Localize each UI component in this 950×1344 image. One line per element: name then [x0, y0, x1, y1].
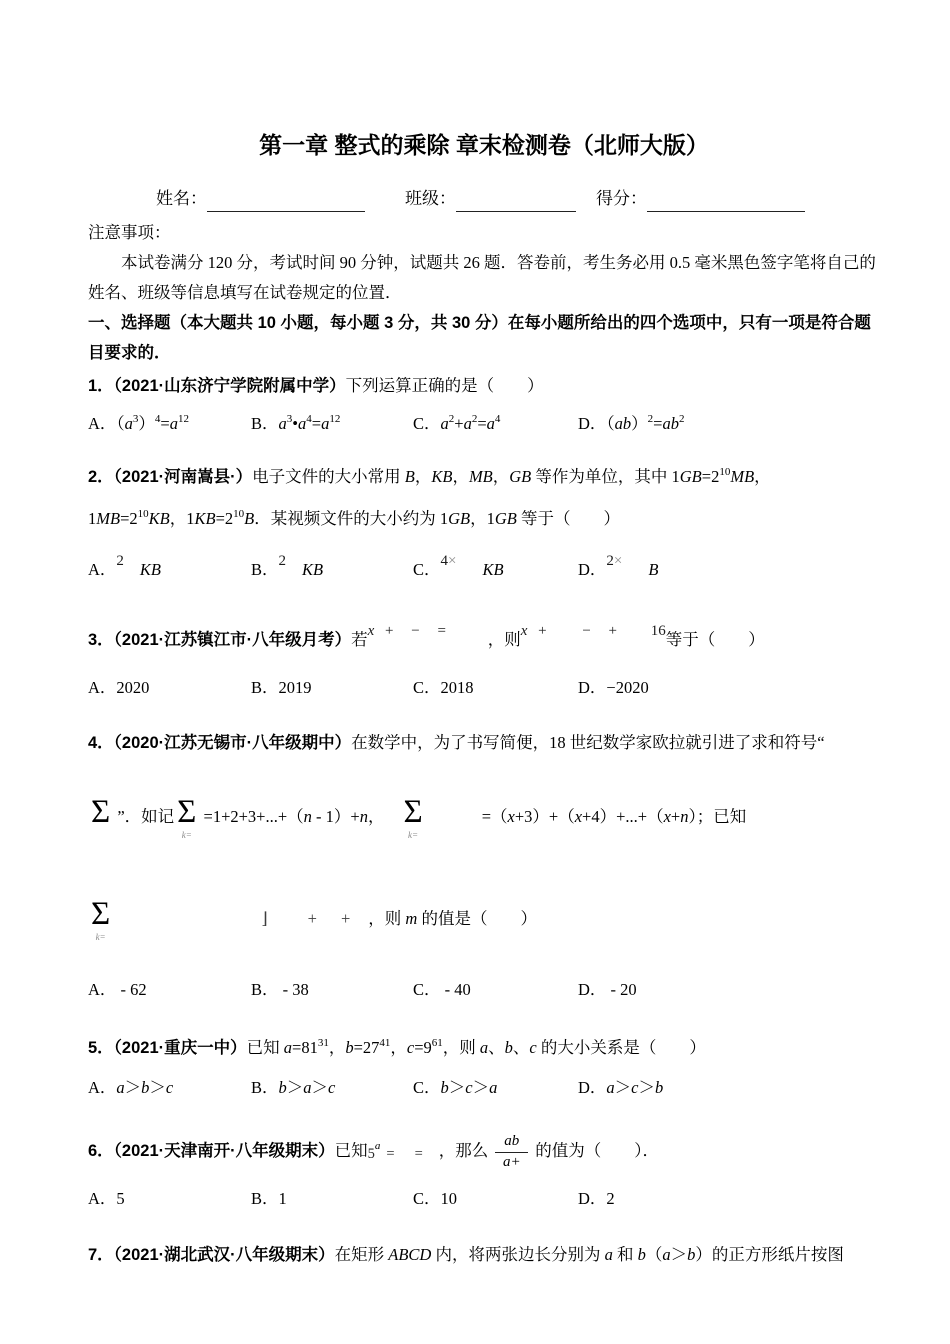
sigma-subscript: k= [181, 830, 192, 841]
options-row [88, 1185, 880, 1213]
text-segment: KB [431, 467, 453, 486]
option [578, 1185, 880, 1213]
text-segment: C． [413, 414, 441, 433]
text-segment: B．2019 [251, 678, 312, 697]
text-segment: 3 [286, 413, 293, 425]
text-segment: D．（ [578, 414, 615, 433]
option [578, 976, 880, 1004]
question [88, 457, 880, 588]
fraction-denominator: a+ [502, 1153, 521, 1170]
text-segment: c [465, 1078, 473, 1097]
question-line [88, 371, 880, 401]
sigma-glyph: Σ [91, 794, 111, 831]
text-segment: =27 [353, 1038, 380, 1057]
notice-heading: 注意事项： [88, 223, 171, 242]
score-label: 得分： [596, 189, 647, 208]
text-segment: ）；已知 [688, 807, 747, 826]
text-segment: ，1 [169, 509, 195, 528]
text-segment: + [454, 414, 464, 433]
text-segment: c [631, 1078, 639, 1097]
text-segment: 、 [512, 1038, 530, 1057]
notice-paragraph: 本试卷满分 120 分，考试时间 90 分钟，试题共 26 题．答卷前，考生务必用 0.5 毫米黑色签字笔将自己的姓名、班级等信息填写在试卷规定的位置． [88, 253, 876, 302]
text-segment: KB [302, 560, 324, 579]
text-segment: =2 [120, 509, 138, 528]
text-segment: 5 [367, 1146, 375, 1162]
text-segment: = [653, 414, 663, 433]
options-row [88, 410, 880, 440]
text-segment: B． - 38 [251, 980, 309, 999]
option [251, 1185, 413, 1213]
text-segment: 10 [233, 508, 245, 520]
text-segment: 等于（ ） [516, 509, 620, 528]
text-segment: A． - 62 [88, 980, 147, 999]
text-segment: ＞ [149, 1078, 166, 1097]
text-segment: + [340, 909, 351, 928]
sigma-glyph: Σ [91, 896, 111, 933]
text-segment: ⌋ [261, 909, 268, 928]
name-row [156, 186, 880, 212]
sigma-subscript [99, 831, 101, 840]
text-segment: ， [390, 1038, 407, 1057]
question-line [88, 457, 880, 499]
text-segment: D． [578, 560, 607, 579]
question-number-and-source: 5．（2021·重庆一中） [88, 1039, 247, 1057]
text-segment: b [278, 1078, 287, 1097]
text-segment: a [169, 414, 178, 433]
text-segment: A． [88, 560, 117, 579]
page-title: 第一章 整式的乘除 章末检测卷（北师大版） [259, 132, 709, 158]
option [251, 976, 413, 1004]
text-segment: C．2018 [413, 678, 474, 697]
text-segment: 4 [154, 413, 161, 425]
text-segment: + [527, 623, 565, 639]
class-blank-line [456, 191, 576, 212]
text-segment: A．5 [88, 1189, 125, 1208]
text-segment: ，则 [368, 909, 406, 928]
text-segment: + [307, 909, 317, 928]
text-segment: 4 [494, 413, 501, 425]
text-segment: ， [492, 467, 510, 486]
fraction-numerator: ab [495, 1132, 528, 1153]
text-segment: ＞ [311, 1078, 329, 1097]
text-segment: ＞ [614, 1078, 632, 1097]
text-segment: ”．如记 [113, 807, 175, 826]
text-segment: c [406, 1038, 415, 1057]
option [251, 410, 413, 440]
text-segment: ，则 [442, 1038, 480, 1057]
text-segment: A．2020 [88, 678, 150, 697]
text-segment: + [670, 807, 681, 826]
name-label: 姓名： [156, 189, 207, 208]
text-segment: KB [139, 560, 162, 579]
text-segment: ab [662, 414, 679, 433]
sigma-symbol [91, 796, 110, 840]
text-segment: 、 [488, 1038, 505, 1057]
text-segment: n [680, 807, 689, 826]
text-segment: = [160, 414, 170, 433]
text-segment: ＞ [472, 1078, 490, 1097]
fraction [495, 1132, 528, 1172]
text-segment: n [303, 807, 312, 826]
options-row [88, 976, 880, 1004]
option [413, 410, 578, 440]
text-segment: a [662, 1245, 671, 1264]
text-segment: a [606, 1078, 615, 1097]
text-segment: = [477, 414, 487, 433]
text-segment: C．10 [413, 1189, 458, 1208]
text-segment: 2 [606, 553, 614, 569]
text-segment: D． [578, 1078, 607, 1097]
text-segment: 4 [306, 413, 312, 425]
option [413, 1185, 578, 1213]
option [88, 1185, 251, 1213]
text-segment: B [244, 509, 255, 528]
text-segment: - 1）+ [311, 807, 360, 826]
text-segment: x [574, 807, 583, 826]
text-segment: b [637, 1245, 646, 1264]
text-segment: b [655, 1078, 664, 1097]
text-segment: ＞ [286, 1078, 304, 1097]
text-segment: KB [148, 509, 170, 528]
text-segment: b [504, 1038, 513, 1057]
text-segment: ）的正方形纸片按图 [695, 1245, 844, 1264]
option [413, 976, 578, 1004]
text-segment: 12 [329, 413, 341, 425]
text-segment: 2 [678, 413, 685, 425]
text-segment: B． [251, 414, 279, 433]
text-segment: 2 [116, 553, 124, 569]
text-segment: ，1 [470, 509, 495, 528]
text-segment: 1 [88, 509, 97, 528]
question-line [88, 1033, 880, 1065]
text-segment: a [463, 414, 472, 433]
text-segment: 等于（ ） [665, 630, 765, 649]
text-segment: a [303, 1078, 312, 1097]
text-segment: B [648, 560, 659, 579]
text-segment: a [440, 414, 449, 433]
sigma-symbol [91, 898, 110, 942]
option [251, 1074, 413, 1102]
text-segment: 3 [132, 413, 139, 425]
text-segment: +4）+...+（ [582, 807, 664, 826]
name-blank-line [207, 191, 365, 212]
option [578, 553, 880, 588]
question [88, 1128, 880, 1213]
text-segment: MB [96, 509, 121, 528]
question-line [88, 1128, 880, 1176]
text-segment: ，则 [487, 630, 521, 649]
question [88, 620, 880, 702]
question [88, 371, 880, 440]
question-number-and-source: 6．（2021·天津南开·八年级期末） [88, 1142, 335, 1160]
text-segment: =2 [701, 467, 720, 486]
text-segment: ，那么 [438, 1141, 489, 1160]
text-segment: KB [194, 509, 216, 528]
text-segment: 的值是（ ） [417, 909, 537, 928]
questions [88, 371, 880, 1270]
text-segment: 2 [647, 413, 654, 425]
text-segment: D． - 20 [578, 980, 637, 999]
option [413, 674, 578, 702]
text-segment: c [328, 1078, 336, 1097]
text-segment: = [386, 1146, 395, 1162]
text-segment: KB [482, 560, 504, 579]
question-number-and-source: 4．（2020·江苏无锡市·八年级期中） [88, 734, 352, 752]
text-segment: GB [494, 509, 517, 528]
text-segment: 和 [612, 1245, 638, 1264]
text-segment: 电子文件的大小常用 [252, 467, 405, 486]
sigma-subscript: k= [95, 932, 106, 943]
text-segment: b [345, 1038, 354, 1057]
options-row [88, 1074, 880, 1102]
text-segment: GB [679, 467, 702, 486]
text-segment: A． [88, 1078, 117, 1097]
option [88, 674, 251, 702]
question [88, 1033, 880, 1102]
score-blank-line [647, 191, 805, 212]
text-segment: ＞ [638, 1078, 655, 1097]
text-segment: − + [582, 623, 635, 639]
option [88, 1074, 251, 1102]
text-segment: x [520, 623, 528, 639]
question-number-and-source: 2．（2021·河南嵩县·） [88, 468, 253, 486]
text-segment: 10 [719, 466, 731, 478]
text-segment: MB [468, 467, 493, 486]
text-segment: a [374, 1140, 381, 1152]
section-heading: 一、选择题（本大题共 10 小题，每小题 3 分，共 30 分）在每小题所给出的四个选项中，只有一项是符合题目要求的． [88, 314, 871, 362]
text-segment: 若 [351, 630, 368, 649]
text-segment: C． [413, 560, 441, 579]
text-segment: 16 [650, 623, 666, 639]
text-segment: 下列运算正确的是（ ） [345, 376, 544, 395]
text-segment: ） [138, 414, 155, 433]
text-segment: a [321, 414, 330, 433]
text-segment: = [414, 1146, 423, 1162]
text-segment: ABCD [388, 1245, 432, 1264]
text-segment: ） [631, 414, 648, 433]
text-segment: b [440, 1078, 449, 1097]
text-segment: +3）+（ [514, 807, 575, 826]
text-segment: =（ [481, 807, 508, 826]
text-segment: =9 [414, 1038, 432, 1057]
question-number-and-source: 7．（2021·湖北武汉·八年级期末） [88, 1246, 335, 1264]
option [251, 674, 413, 702]
text-segment: 31 [317, 1037, 329, 1049]
text-segment: C． [413, 1078, 441, 1097]
text-segment: x [507, 807, 515, 826]
text-segment: 在矩形 [334, 1245, 389, 1264]
text-segment: MB [730, 467, 755, 486]
question-line [88, 1240, 880, 1270]
option [413, 553, 578, 588]
option [88, 553, 251, 588]
sigma-symbol [177, 796, 196, 840]
text-segment: ， [452, 467, 469, 486]
text-segment: 内，将两张边长分别为 [431, 1245, 605, 1264]
text-segment: GB [448, 509, 471, 528]
sigma-glyph: Σ [177, 794, 197, 831]
text-segment: 2 [448, 413, 455, 425]
text-segment: × [613, 553, 623, 569]
class-label: 班级： [405, 189, 456, 208]
text-segment: 已知 [246, 1038, 284, 1057]
option [578, 1074, 880, 1102]
text-segment: 4 [440, 553, 449, 569]
text-segment: a [124, 414, 133, 433]
text-segment: = [311, 414, 322, 433]
option [413, 1074, 578, 1102]
text-segment: B [404, 467, 415, 486]
text-segment: A．（ [88, 414, 125, 433]
sigma-symbol [403, 796, 422, 840]
question-line [88, 499, 880, 541]
text-segment: n [359, 807, 368, 826]
text-segment: 2 [278, 553, 287, 569]
text-segment: a [283, 1038, 293, 1057]
text-segment: a [489, 1078, 498, 1097]
text-segment: b [141, 1078, 150, 1097]
text-segment: 2 [471, 413, 478, 425]
question-line [88, 728, 880, 758]
text-segment: c [529, 1038, 537, 1057]
text-segment: ， [414, 467, 432, 486]
sigma-glyph: Σ [403, 794, 423, 831]
option [578, 410, 880, 440]
question [88, 728, 880, 1004]
option [88, 410, 251, 440]
text-segment: 61 [431, 1037, 443, 1049]
text-segment: a [116, 1078, 125, 1097]
question-line [88, 620, 880, 661]
text-segment: GB [509, 467, 532, 486]
text-segment: ＞ [670, 1245, 688, 1264]
text-segment: 已知 [334, 1141, 368, 1160]
text-segment: ＞ [124, 1078, 142, 1097]
option [578, 674, 880, 702]
text-segment: • [292, 414, 299, 433]
text-segment: a [298, 414, 307, 433]
text-segment: m [405, 909, 418, 928]
text-segment: ， [328, 1038, 346, 1057]
text-segment: （ [645, 1245, 663, 1264]
question [88, 1240, 880, 1270]
text-segment: a [278, 414, 287, 433]
text-segment: b [687, 1245, 696, 1264]
text-segment: B． [251, 560, 279, 579]
text-segment: D．2 [578, 1189, 615, 1208]
text-segment: 在数学中，为了书写简便，18 世纪数学家欧拉就引进了求和符号“ [351, 733, 825, 752]
text-segment: 的值为（ ）． [535, 1141, 659, 1160]
text-segment: ， [367, 807, 385, 826]
text-segment: =81 [292, 1038, 318, 1057]
text-segment: 12 [177, 413, 189, 425]
text-segment: C． - 40 [413, 980, 471, 999]
text-segment: ＞ [448, 1078, 466, 1097]
options-row [88, 674, 880, 702]
text-segment: 等作为单位，其中 1 [531, 467, 680, 486]
question-line [88, 788, 880, 846]
text-segment: ab [614, 414, 632, 433]
text-segment: 41 [379, 1037, 391, 1049]
question-number-and-source: 3．（2021·江苏镇江市·八年级月考） [88, 631, 352, 649]
text-segment: =2 [215, 509, 234, 528]
options-row [88, 553, 880, 588]
text-segment: 的大小关系是（ ） [536, 1038, 706, 1057]
text-segment: 10 [137, 508, 149, 520]
text-segment: + − = [374, 623, 464, 639]
text-segment: × [448, 553, 457, 569]
question-number-and-source: 1．（2021·山东济宁学院附属中学） [88, 377, 346, 395]
option [251, 553, 413, 588]
text-segment: a [604, 1245, 613, 1264]
text-segment: c [165, 1078, 174, 1097]
text-segment: x [663, 807, 671, 826]
text-segment: B．1 [251, 1189, 287, 1208]
text-segment: D．−2020 [578, 678, 649, 697]
text-segment: a [479, 1038, 489, 1057]
question-line [88, 890, 880, 948]
text-segment: ．某视频文件的大小约为 1 [254, 509, 449, 528]
text-segment: a [486, 414, 495, 433]
text-segment: B． [251, 1078, 279, 1097]
text-segment: x [367, 623, 375, 639]
text-segment: =1+2+3+...+（ [199, 807, 304, 826]
option [88, 976, 251, 1004]
text-segment: ， [754, 467, 771, 486]
sigma-subscript: k= [408, 830, 419, 841]
